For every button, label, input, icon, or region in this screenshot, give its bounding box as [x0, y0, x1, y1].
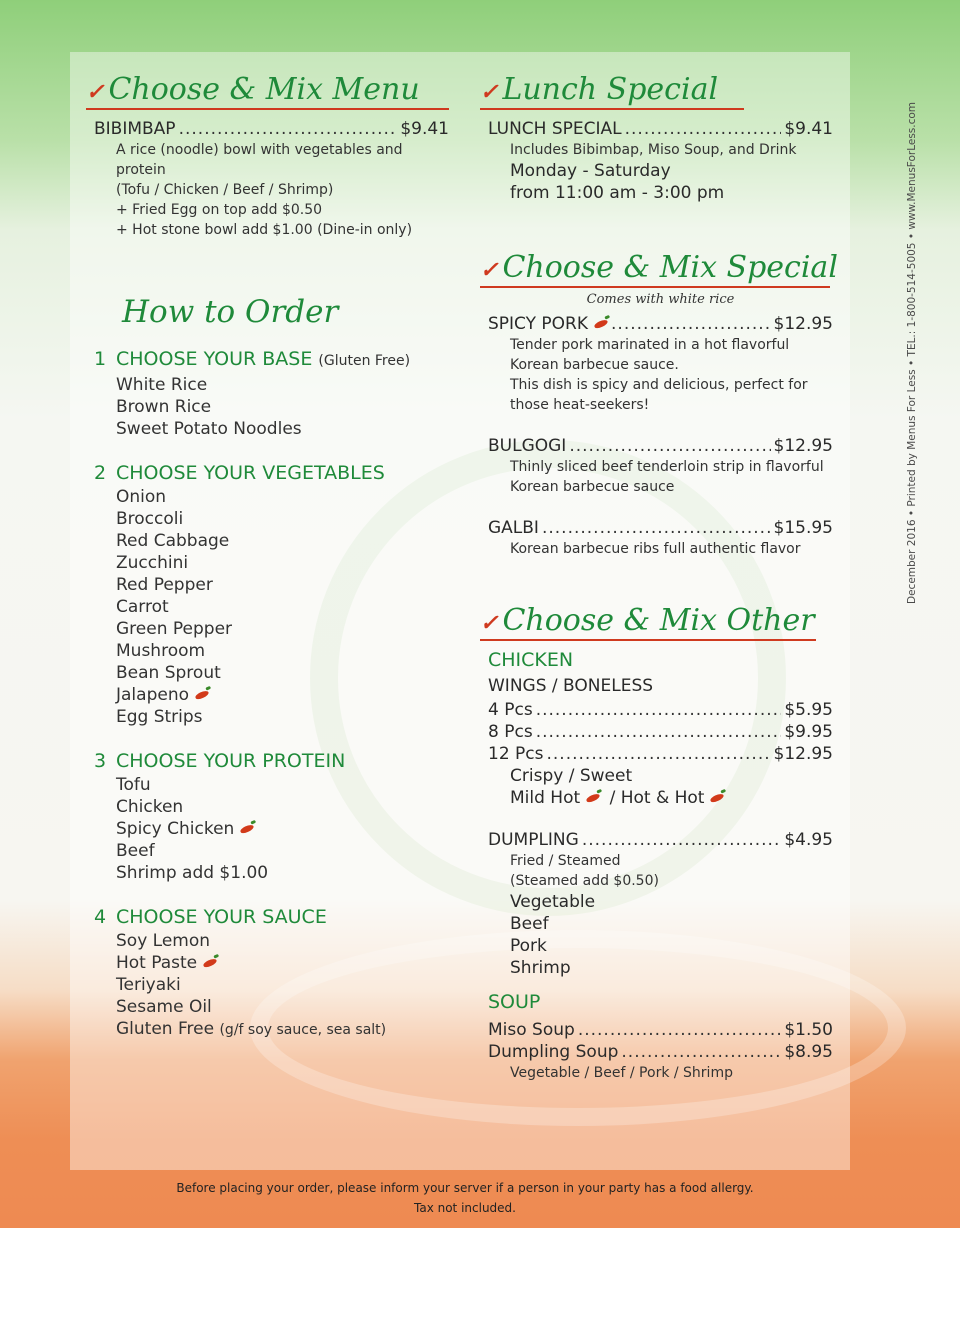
dumpling-steamed-note: (Steamed add $0.50) [510, 873, 659, 889]
wings-heading: WINGS / BONELESS [488, 676, 654, 696]
protein-option: Shrimp add $1.00 [116, 863, 269, 883]
menu-item-wings: 8 Pcs ..... $9.95 [488, 721, 833, 743]
vegetable-option: Green Pepper [116, 619, 233, 639]
vegetable-option: Broccoli [116, 509, 184, 529]
leaf-mark-icon: ✓ [480, 79, 499, 105]
section-title-lunch-special: ✓ Lunch Special [480, 70, 744, 110]
sauce-option-gluten-free: Gluten Free (g/f soy sauce, sea salt) [116, 1019, 387, 1039]
printer-credit: December 2016 • Printed by Menus For Less • TEL.: 1-800-514-5005 • www.MenusForLess.com [906, 101, 918, 604]
title-underline [480, 286, 830, 288]
sauce-option-spicy: Hot Paste [94, 952, 449, 974]
menu-item-dumpling: DUMPLING ..... $4.95 [488, 829, 833, 851]
chili-pepper-icon [203, 957, 218, 968]
sauce-option: Sesame Oil [116, 997, 212, 1017]
section-title-mix-special: ✓ Choose & Mix Special [480, 248, 830, 288]
chili-pepper-icon [240, 823, 255, 834]
section-title-mix-other: ✓ Choose & Mix Other [480, 601, 816, 641]
tax-notice: Tax not included. [414, 1201, 516, 1215]
step-choose-sauce: 4 CHOOSE YOUR SAUCE [94, 906, 327, 928]
vegetable-option-spicy: Jalapeno [94, 684, 449, 706]
title-underline [480, 108, 744, 110]
protein-option-spicy: Spicy Chicken [94, 818, 449, 840]
vegetable-option: Onion [116, 487, 167, 507]
spicy-pork-description: Tender pork marinated in a hot flavorful Korean barbecue sauce. This dish is spicy and delicious, perfect for those heat-seekers! [510, 337, 808, 413]
leaf-mark-icon: ✓ [86, 79, 105, 105]
menu-item-spicy-pork: SPICY PORK ..... $12.95 [488, 313, 833, 335]
base-option: Brown Rice [116, 397, 212, 417]
vegetable-option: Carrot [116, 597, 169, 617]
footer-notes [0, 1178, 930, 1218]
galbi-description: Korean barbecue ribs full authentic flavor [510, 541, 801, 557]
menu-item-soup: Dumpling Soup ..... $8.95 [488, 1041, 833, 1063]
soup-heading: SOUP [488, 991, 541, 1013]
menu-item-wings: 4 Pcs ..... $5.95 [488, 699, 833, 721]
step-choose-base: 1 CHOOSE YOUR BASE (Gluten Free) [94, 348, 411, 370]
base-option: Sweet Potato Noodles [116, 419, 302, 439]
lunch-description: Includes Bibimbap, Miso Soup, and Drink [510, 142, 797, 158]
dumpling-option: Shrimp [510, 958, 571, 978]
right-column [480, 70, 838, 1083]
menu-item-galbi: GALBI ..... $15.95 [488, 517, 833, 539]
bulgogi-description: Thinly sliced beef tenderloin strip in flavorful Korean barbecue sauce [510, 459, 824, 495]
menu-item-wings: 12 Pcs ..... $12.95 [488, 743, 833, 765]
section-title-how-to-order: How to Order [122, 294, 339, 330]
menu-item-bibimbap: BIBIMBAP ..... $9.41 [94, 118, 449, 140]
dumpling-option: Pork [510, 936, 547, 956]
dumpling-option: Beef [510, 914, 549, 934]
lunch-days: Monday - Saturday [510, 161, 671, 181]
title-underline [86, 108, 449, 110]
chili-pepper-icon [194, 689, 209, 700]
leaf-mark-icon: ✓ [480, 610, 499, 636]
menu-item-soup: Miso Soup ..... $1.50 [488, 1019, 833, 1041]
lunch-hours: from 11:00 am - 3:00 pm [510, 183, 725, 203]
step-choose-vegetables: 2 CHOOSE YOUR VEGETABLES [94, 462, 385, 484]
section-title-mix-menu: ✓ Choose & Mix Menu [86, 70, 449, 110]
dumpling-style: Fried / Steamed [510, 853, 621, 869]
vegetable-option: Zucchini [116, 553, 189, 573]
menu-item-lunch-special: LUNCH SPECIAL ..... $9.41 [488, 118, 833, 140]
vegetable-option: Bean Sprout [116, 663, 221, 683]
base-option: White Rice [116, 375, 208, 395]
chili-pepper-icon [710, 792, 725, 803]
vegetable-option: Red Cabbage [116, 531, 230, 551]
protein-option: Beef [116, 841, 155, 861]
sauce-option: Soy Lemon [116, 931, 211, 951]
protein-option: Tofu [116, 775, 151, 795]
left-column [86, 70, 449, 1041]
menu-item-bulgogi: BULGOGI ..... $12.95 [488, 435, 833, 457]
dumpling-option: Vegetable [510, 892, 596, 912]
wing-styles: Crispy / Sweet [510, 766, 633, 786]
soup-note: Vegetable / Beef / Pork / Shrimp [510, 1065, 733, 1081]
chili-pepper-icon [586, 792, 601, 803]
vegetable-option: Mushroom [116, 641, 206, 661]
step-choose-protein: 3 CHOOSE YOUR PROTEIN [94, 750, 346, 772]
mix-special-subtitle: Comes with white rice [586, 292, 735, 307]
sauce-option: Teriyaki [116, 975, 181, 995]
vegetable-option: Red Pepper [116, 575, 213, 595]
vegetable-option: Egg Strips [116, 707, 203, 727]
title-underline [480, 639, 816, 641]
wing-heat-levels: Mild Hot / Hot & Hot [488, 787, 833, 809]
leaf-mark-icon: ✓ [480, 257, 499, 283]
chili-pepper-icon [593, 318, 608, 329]
bibimbap-description: A rice (noodle) bowl with vegetables and protein (Tofu / Chicken / Beef / Shrimp) + Fried Egg on top add $0.50 + Hot stone bowl add $1.00 (Dine-in only) [116, 142, 413, 238]
protein-option: Chicken [116, 797, 184, 817]
allergy-notice: Before placing your order, please inform your server if a person in your party has a food allergy. [176, 1181, 754, 1195]
chicken-heading: CHICKEN [488, 649, 574, 671]
